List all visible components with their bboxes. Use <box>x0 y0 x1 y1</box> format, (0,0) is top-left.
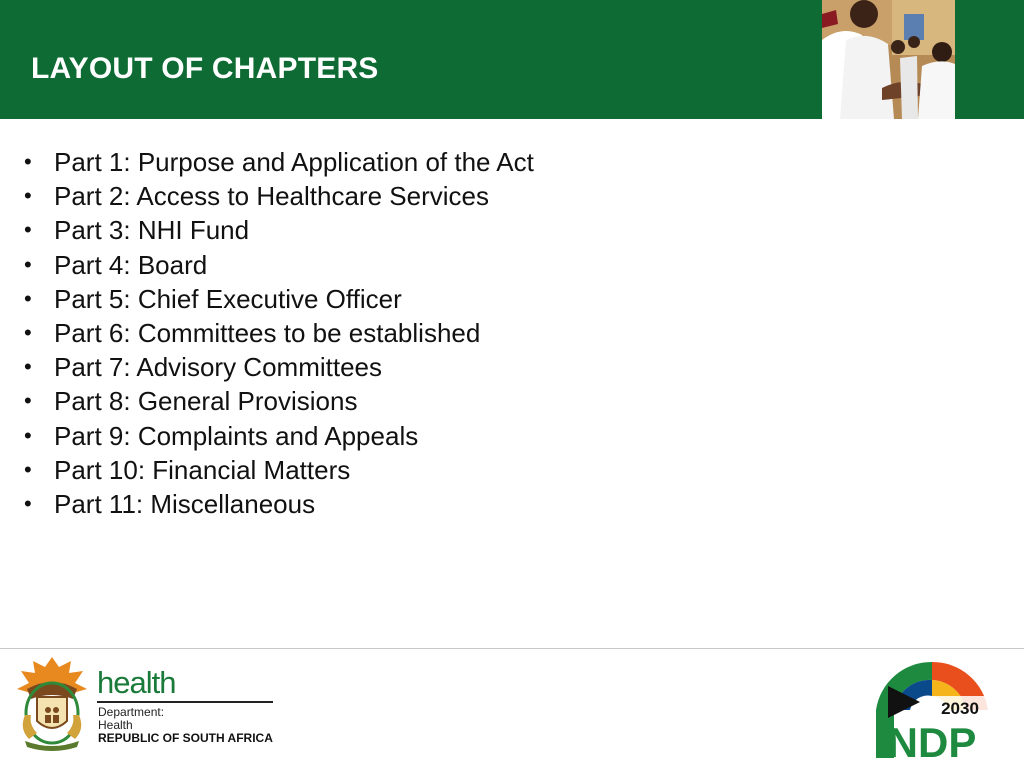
bullet-icon: • <box>24 217 32 243</box>
list-item <box>22 316 534 350</box>
bullet-icon: • <box>24 183 32 209</box>
list-item <box>22 419 534 453</box>
department-health-logo <box>97 664 277 754</box>
department-label: Department: <box>98 705 165 719</box>
list-item <box>22 145 534 179</box>
ndp-letters: NDP <box>887 719 977 760</box>
list-item <box>22 350 534 384</box>
logo-rule <box>97 701 273 703</box>
chapter-list <box>22 145 534 521</box>
ndp-year: 2030 <box>941 699 979 718</box>
list-item-text: Part 9: Complaints and Appeals <box>54 420 419 451</box>
nurse-with-child-photo <box>822 0 955 119</box>
list-item-text: Part 11: Miscellaneous <box>54 488 316 519</box>
list-item-text: Part 3: NHI Fund <box>54 215 250 246</box>
ndp-logo-icon <box>874 660 990 760</box>
footer-divider <box>0 648 1024 649</box>
bullet-icon: • <box>24 490 32 516</box>
list-item <box>22 179 534 213</box>
bullet-icon: • <box>24 422 32 448</box>
coat-of-arms-icon <box>15 655 89 751</box>
department-name: Health <box>98 718 133 732</box>
list-item-text: Part 7: Advisory Committees <box>54 352 382 383</box>
country-name: REPUBLIC OF SOUTH AFRICA <box>98 731 273 745</box>
bullet-icon: • <box>24 149 32 174</box>
list-item <box>22 487 534 521</box>
list-item-text: Part 8: General Provisions <box>54 386 358 417</box>
bullet-icon: • <box>24 354 32 380</box>
list-item-text: Part 2: Access to Healthcare Services <box>54 181 489 212</box>
bullet-icon: • <box>24 388 32 414</box>
header-banner <box>0 0 1024 119</box>
list-item-text: Part 5: Chief Executive Officer <box>54 283 402 314</box>
bullet-icon: • <box>24 456 32 482</box>
list-item <box>22 453 534 487</box>
list-item-text: Part 1: Purpose and Application of the Act <box>54 147 534 177</box>
bullet-icon: • <box>24 319 32 345</box>
bullet-icon: • <box>24 251 32 277</box>
list-item <box>22 282 534 316</box>
health-wordmark: health <box>97 665 176 700</box>
list-item-text: Part 6: Committees to be established <box>54 317 481 348</box>
list-item <box>22 384 534 418</box>
list-item <box>22 248 534 282</box>
bullet-icon: • <box>24 285 32 311</box>
list-item-text: Part 10: Financial Matters <box>54 454 351 485</box>
slide-title: LAYOUT OF CHAPTERS <box>31 52 379 85</box>
list-item <box>22 213 534 247</box>
list-item-text: Part 4: Board <box>54 249 208 280</box>
